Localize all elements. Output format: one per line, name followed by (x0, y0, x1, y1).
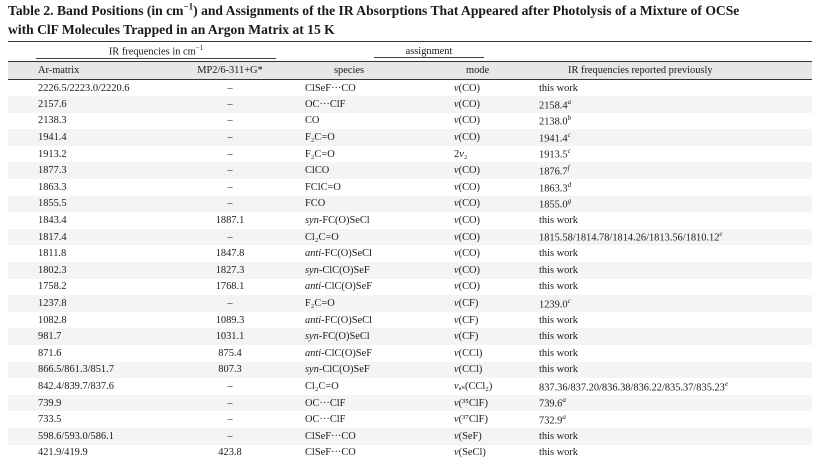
cell-mp2-text: – (227, 198, 233, 210)
cell-previous-text: this work (539, 331, 578, 343)
cell-mode-text: ν(CO) (454, 198, 481, 210)
cell-previous (538, 129, 812, 146)
cell-previous-text: 2138.0 (539, 116, 568, 128)
cell-mode-text: ν(CCl) (454, 347, 483, 359)
cell-species-text: Cl₂C=O (305, 380, 339, 392)
cell-mp2-text: – (227, 380, 233, 392)
cell-ar-matrix-text: 2226.5/2223.0/2220.6 (38, 82, 130, 94)
table-row (8, 328, 812, 345)
cell-mp2 (156, 328, 304, 345)
cell-previous (538, 295, 812, 312)
cell-previous (538, 328, 812, 345)
cell-mp2-text: – (227, 165, 233, 177)
group-header-ir-exp: −1 (195, 44, 204, 53)
cell-ar-matrix (8, 345, 156, 362)
cell-mode-text: ν(CO) (454, 281, 481, 293)
cell-mode-text: ν(CF) (454, 298, 479, 310)
cell-mp2 (156, 279, 304, 296)
cell-mp2-text: – (227, 115, 233, 127)
cell-previous-text: 2158.4 (539, 100, 568, 112)
cell-mode (450, 279, 538, 296)
cell-mode (450, 262, 538, 279)
group-header-ir (36, 44, 276, 58)
cell-previous-text: this work (539, 281, 578, 293)
cell-previous (538, 378, 812, 395)
cell-previous (538, 262, 812, 279)
cell-mp2 (156, 312, 304, 329)
table-row (8, 378, 812, 395)
cell-mp2-text: 1089.3 (215, 314, 245, 326)
cell-species (304, 395, 450, 412)
cell-species (304, 428, 450, 445)
cell-mp2 (156, 80, 304, 97)
cell-mp2 (156, 262, 304, 279)
cell-mp2 (156, 245, 304, 262)
cell-species-text: OC···ClF (305, 98, 346, 110)
cell-mode (450, 129, 538, 146)
cell-ar-matrix (8, 411, 156, 428)
cell-ar-matrix (8, 445, 156, 462)
cell-ar-matrix (8, 312, 156, 329)
cell-previous (538, 196, 812, 213)
footnote-ref: e (724, 379, 728, 388)
table-row (8, 262, 812, 279)
cell-mode (450, 229, 538, 246)
cell-mp2 (156, 96, 304, 113)
column-header-row (8, 62, 812, 80)
cell-ar-matrix-text: 1913.2 (38, 148, 67, 160)
cell-previous (538, 80, 812, 97)
cell-previous (538, 411, 812, 428)
footnote-ref: c (567, 130, 571, 139)
cell-ar-matrix-text: 1758.2 (38, 281, 67, 293)
cell-previous-text: this work (539, 215, 578, 227)
cell-species (304, 411, 450, 428)
cell-previous-text: 739.6 (539, 398, 563, 410)
caption-text-2: ) and Assignments of the IR Absorptions That Appeared after Photolysis of a Mixture of OCSe (193, 3, 740, 18)
cell-mode-text: ν(CO) (454, 115, 481, 127)
cell-previous-text: 837.36/837.20/836.38/836.22/835.37/835.23 (539, 382, 725, 394)
cell-ar-matrix (8, 245, 156, 262)
cell-previous (538, 362, 812, 379)
cell-mode-text: ν(CO) (454, 82, 481, 94)
table-row (8, 245, 812, 262)
cell-mp2-text: 423.8 (218, 447, 242, 459)
cell-ar-matrix (8, 262, 156, 279)
group-header-ir-text: IR frequencies in cm (108, 46, 196, 58)
cell-mp2-text: 1887.1 (215, 215, 245, 227)
cell-mode-text: ν(CO) (454, 215, 481, 227)
cell-ar-matrix (8, 229, 156, 246)
table-row (8, 445, 812, 462)
table-row (8, 162, 812, 179)
cell-mp2-text: – (227, 132, 233, 144)
footnote-ref: a (567, 97, 572, 106)
cell-mode (450, 395, 538, 412)
cell-mode (450, 80, 538, 97)
table-body (8, 80, 812, 462)
footnote-ref: c (567, 147, 571, 156)
cell-ar-matrix (8, 378, 156, 395)
cell-mp2-text: 1031.1 (215, 331, 245, 343)
cell-ar-matrix-text: 1863.3 (38, 181, 67, 193)
cell-species (304, 245, 450, 262)
cell-ar-matrix-text: 1237.8 (38, 298, 67, 310)
cell-species-text: anti-FC(O)SeCl (305, 314, 372, 326)
cell-species (304, 196, 450, 213)
cell-mode-text: ν(CF) (454, 314, 479, 326)
cell-species (304, 279, 450, 296)
cell-previous (538, 279, 812, 296)
data-table (8, 41, 812, 461)
cell-mp2 (156, 445, 304, 462)
cell-ar-matrix-text: 1941.4 (38, 132, 67, 144)
cell-mode-text: ν(CO) (454, 165, 481, 177)
table-row (8, 312, 812, 329)
cell-mode (450, 96, 538, 113)
cell-previous-text: this work (539, 447, 578, 459)
cell-ar-matrix-text: 2138.3 (38, 115, 67, 127)
cell-previous (538, 212, 812, 229)
cell-species-text: syn-FC(O)SeCl (305, 331, 370, 343)
table-row (8, 295, 812, 312)
cell-mp2-text: 875.4 (218, 347, 242, 359)
cell-mp2-text: 807.3 (218, 364, 242, 376)
cell-mp2-text: – (227, 231, 233, 243)
cell-mp2 (156, 212, 304, 229)
cell-species (304, 345, 450, 362)
cell-mp2 (156, 295, 304, 312)
table-row (8, 411, 812, 428)
cell-mp2 (156, 113, 304, 130)
col-header-mode: mode (450, 62, 538, 80)
cell-ar-matrix-text: 871.6 (38, 347, 62, 359)
cell-mp2 (156, 229, 304, 246)
cell-ar-matrix (8, 279, 156, 296)
cell-species-text: syn-ClC(O)SeF (305, 364, 370, 376)
cell-mode (450, 146, 538, 163)
table-row (8, 196, 812, 213)
cell-species-text: ClSeF···CO (305, 430, 356, 442)
cell-previous-text: this work (539, 264, 578, 276)
cell-mp2 (156, 345, 304, 362)
cell-species (304, 80, 450, 97)
cell-previous-text: this work (539, 430, 578, 442)
cell-species-text: anti-ClC(O)SeF (305, 347, 372, 359)
cell-mode (450, 295, 538, 312)
footnote-ref: c (567, 296, 571, 305)
table-row (8, 212, 812, 229)
cell-mp2-text: – (227, 414, 233, 426)
cell-mode-text: ν(SeCl) (454, 447, 486, 459)
cell-previous (538, 162, 812, 179)
cell-species-text: ClSeF···CO (305, 82, 356, 94)
cell-previous (538, 179, 812, 196)
cell-ar-matrix-text: 1811.8 (38, 248, 67, 260)
cell-species-text: syn-FC(O)SeCl (305, 215, 370, 227)
cell-mode-text: ν(³⁵ClF) (454, 397, 488, 409)
cell-species (304, 162, 450, 179)
caption-text-3: with ClF Molecules Trapped in an Argon Matrix at 15 K (8, 22, 335, 37)
cell-mode-text: 2ν₂ (454, 148, 468, 160)
cell-mode-text: ν(CO) (454, 98, 481, 110)
footnote-ref: f (567, 164, 570, 173)
table-row (8, 129, 812, 146)
cell-mode (450, 445, 538, 462)
cell-previous (538, 245, 812, 262)
table-row (8, 179, 812, 196)
cell-species-text: FClC=O (305, 181, 341, 193)
cell-mode (450, 362, 538, 379)
cell-mp2 (156, 395, 304, 412)
cell-mp2-text: – (227, 98, 233, 110)
cell-previous-text: 732.9 (539, 415, 563, 427)
cell-species (304, 96, 450, 113)
cell-previous-text: this work (539, 248, 578, 260)
cell-ar-matrix (8, 295, 156, 312)
cell-previous (538, 345, 812, 362)
cell-mode-text: ν(CO) (454, 132, 481, 144)
cell-species-text: ClCO (305, 165, 330, 177)
cell-previous-text: 1876.7 (539, 166, 568, 178)
cell-ar-matrix-text: 2157.6 (38, 98, 67, 110)
cell-ar-matrix (8, 212, 156, 229)
table-row (8, 345, 812, 362)
cell-previous-text: 1239.0 (539, 299, 568, 311)
cell-previous (538, 146, 812, 163)
caption-text-1: Table 2. Band Positions (in cm (8, 3, 184, 18)
cell-mode-text: ν(³⁷ClF) (454, 414, 488, 426)
cell-ar-matrix-text: 981.7 (38, 331, 62, 343)
group-header-row (8, 42, 812, 62)
cell-ar-matrix (8, 162, 156, 179)
col-header-mp2: MP2/6-311+G* (156, 62, 304, 80)
cell-previous (538, 445, 812, 462)
cell-ar-matrix-text: 1817.4 (38, 231, 67, 243)
cell-ar-matrix (8, 395, 156, 412)
table-row (8, 362, 812, 379)
table-row (8, 146, 812, 163)
cell-species-text: ClSeF···CO (305, 447, 356, 459)
cell-species-text: syn-ClC(O)SeF (305, 264, 370, 276)
cell-species (304, 229, 450, 246)
footnote-ref: a (562, 396, 566, 405)
cell-species (304, 113, 450, 130)
cell-species-text: F₂C=O (305, 148, 335, 160)
cell-species-text: OC···ClF (305, 414, 346, 426)
cell-ar-matrix (8, 113, 156, 130)
cell-mp2 (156, 146, 304, 163)
cell-ar-matrix-text: 866.5/861.3/851.7 (38, 364, 114, 376)
cell-mode (450, 162, 538, 179)
cell-mode-text: ν(CO) (454, 181, 481, 193)
cell-previous-text: 1941.4 (539, 133, 568, 145)
cell-previous (538, 312, 812, 329)
cell-species-text: Cl₂C=O (305, 231, 339, 243)
cell-mode (450, 345, 538, 362)
cell-mp2-text: – (227, 82, 233, 94)
group-header-assignment (374, 46, 484, 58)
cell-mode (450, 113, 538, 130)
cell-previous (538, 395, 812, 412)
cell-ar-matrix (8, 196, 156, 213)
table-row (8, 229, 812, 246)
col-header-species: species (304, 62, 450, 80)
cell-species-text: OC···ClF (305, 397, 346, 409)
cell-previous-text: 1815.58/1814.78/1814.26/1813.56/1810.12 (539, 232, 720, 244)
cell-previous-text: this work (539, 347, 578, 359)
cell-ar-matrix (8, 362, 156, 379)
cell-mode (450, 411, 538, 428)
cell-ar-matrix-text: 739.9 (38, 397, 62, 409)
cell-ar-matrix-text: 1082.8 (38, 314, 67, 326)
cell-previous-text: 1855.0 (539, 199, 568, 211)
cell-mp2 (156, 428, 304, 445)
cell-previous-text: 1863.3 (539, 183, 568, 195)
cell-mode-text: νₐₛ(CCl₂) (454, 381, 493, 393)
cell-ar-matrix-text: 421.9/419.9 (38, 447, 88, 459)
cell-mode (450, 196, 538, 213)
cell-mode-text: ν(CO) (454, 264, 481, 276)
cell-previous (538, 96, 812, 113)
cell-previous-text: 1913.5 (539, 149, 568, 161)
cell-mode (450, 428, 538, 445)
table-row (8, 96, 812, 113)
cell-previous (538, 229, 812, 246)
cell-species (304, 312, 450, 329)
cell-species (304, 146, 450, 163)
footnote-ref: g (567, 197, 572, 206)
cell-mp2 (156, 179, 304, 196)
cell-mode (450, 245, 538, 262)
cell-mode (450, 312, 538, 329)
cell-mp2-text: – (227, 397, 233, 409)
table-caption (8, 1, 812, 39)
table-row (8, 428, 812, 445)
table-row (8, 279, 812, 296)
cell-species-text: F₂C=O (305, 298, 335, 310)
footnote-ref: a (562, 412, 566, 421)
cell-mp2 (156, 196, 304, 213)
cell-mp2-text: – (227, 298, 233, 310)
cell-mp2 (156, 162, 304, 179)
cell-ar-matrix (8, 428, 156, 445)
cell-ar-matrix-text: 842.4/839.7/837.6 (38, 380, 114, 392)
cell-ar-matrix-text: 733.5 (38, 414, 62, 426)
cell-species (304, 129, 450, 146)
cell-ar-matrix (8, 96, 156, 113)
group-header-assignment-text: assignment (405, 45, 453, 57)
cell-mp2 (156, 362, 304, 379)
cell-ar-matrix-text: 1877.3 (38, 165, 67, 177)
cell-species (304, 362, 450, 379)
cell-mp2-text: 1768.1 (215, 281, 245, 293)
cell-mode (450, 179, 538, 196)
cell-mode-text: ν(CCl) (454, 364, 483, 376)
cell-ar-matrix (8, 328, 156, 345)
footnote-ref: e (719, 230, 723, 239)
cell-species (304, 295, 450, 312)
cell-ar-matrix-text: 598.6/593.0/586.1 (38, 430, 114, 442)
cell-mp2-text: – (227, 430, 233, 442)
cell-species-text: F₂C=O (305, 132, 335, 144)
cell-species (304, 378, 450, 395)
cell-mp2 (156, 411, 304, 428)
cell-previous (538, 113, 812, 130)
cell-species (304, 445, 450, 462)
cell-previous-text: this work (539, 364, 578, 376)
cell-mp2-text: – (227, 148, 233, 160)
cell-mp2 (156, 129, 304, 146)
table-row (8, 80, 812, 97)
cell-species-text: CO (305, 115, 320, 127)
cell-mp2 (156, 378, 304, 395)
cell-species (304, 262, 450, 279)
footnote-ref: b (567, 114, 572, 123)
cell-species-text: anti-ClC(O)SeF (305, 281, 372, 293)
cell-mode (450, 378, 538, 395)
cell-previous-text: this work (539, 314, 578, 326)
cell-ar-matrix-text: 1802.3 (38, 264, 67, 276)
cell-species (304, 179, 450, 196)
col-header-ar-matrix: Ar-matrix (8, 62, 156, 80)
cell-ar-matrix (8, 179, 156, 196)
cell-mode (450, 212, 538, 229)
cell-mp2-text: 1827.3 (215, 264, 245, 276)
cell-ar-matrix-text: 1855.5 (38, 198, 67, 210)
table-row (8, 395, 812, 412)
caption-exponent: −1 (183, 1, 194, 12)
cell-species-text: anti-FC(O)SeCl (305, 248, 372, 260)
footnote-ref: d (567, 180, 572, 189)
cell-species (304, 212, 450, 229)
cell-mp2-text: 1847.8 (215, 248, 245, 260)
cell-species (304, 328, 450, 345)
table-row (8, 113, 812, 130)
cell-ar-matrix (8, 146, 156, 163)
cell-ar-matrix-text: 1843.4 (38, 215, 67, 227)
cell-mode-text: ν(CF) (454, 331, 479, 343)
cell-mode-text: ν(CO) (454, 231, 481, 243)
cell-previous-text: this work (539, 82, 578, 94)
cell-ar-matrix (8, 129, 156, 146)
cell-ar-matrix (8, 80, 156, 97)
cell-mode-text: ν(SeF) (454, 430, 482, 442)
cell-species-text: FCO (305, 198, 326, 210)
cell-mode (450, 328, 538, 345)
cell-mode-text: ν(CO) (454, 248, 481, 260)
cell-previous (538, 428, 812, 445)
col-header-previous: IR frequencies reported previously (538, 62, 812, 80)
cell-mp2-text: – (227, 181, 233, 193)
